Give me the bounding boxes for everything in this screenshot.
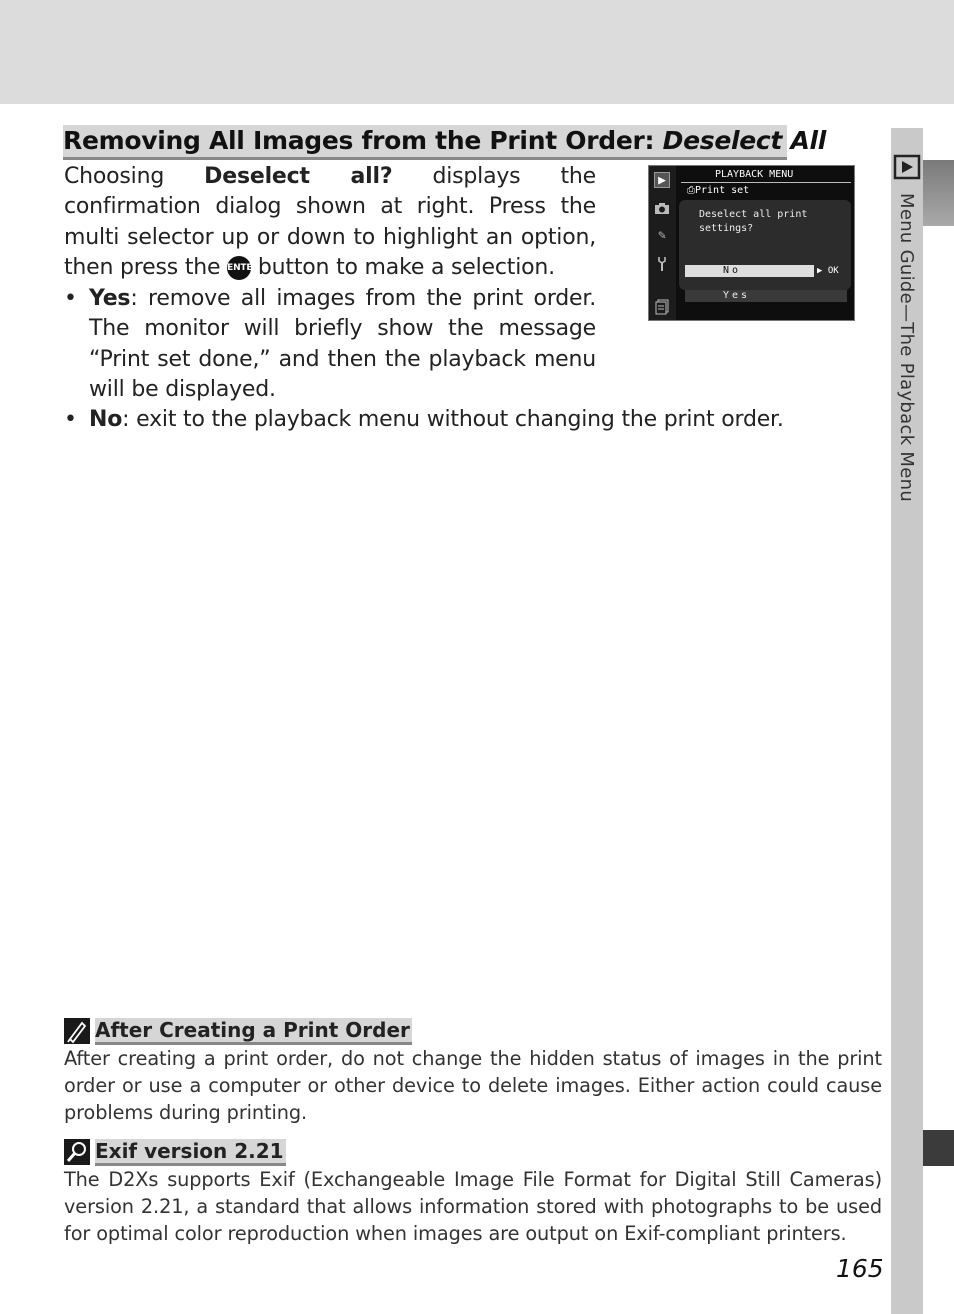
menu-title-divider [681, 182, 851, 183]
pencil-icon: ✎ [658, 228, 666, 243]
note-body: After creating a print order, do not change the hidden status of images in the print order or use a computer or other device to delete images. Either action could cause problems during printing. [64, 1047, 882, 1124]
dialog-prompt-line1: Deselect all print [699, 209, 808, 220]
note-title: Exif version 2.21 [95, 1139, 286, 1166]
page-number: 165 [836, 1254, 884, 1283]
side-tab-marker [923, 160, 954, 226]
option-no [685, 265, 814, 277]
magnifier-note-icon [64, 1139, 90, 1165]
dialog-prompt-line2: settings? [699, 223, 754, 234]
menu-title: PLAYBACK MENU [715, 169, 794, 180]
print-set-icon: ⎙ [687, 185, 695, 196]
pencil-note-icon [64, 1018, 90, 1044]
section-title [63, 125, 827, 160]
ok-hint: ▶ OK [817, 266, 839, 276]
bullet-yes [64, 284, 596, 405]
camera-monitor-screenshot [648, 165, 855, 321]
playback-icon: ▶ [654, 172, 670, 188]
option-no-label: No [723, 265, 742, 276]
side-tab-marker-dark [923, 1130, 954, 1166]
camera-icon [654, 200, 670, 216]
intro-bold: Deselect all? [204, 164, 393, 189]
bullet-no-label: No [89, 407, 123, 432]
submenu-title [687, 185, 749, 196]
option-yes-label: Yes [723, 290, 751, 301]
intro-text-2: displays the confirmation dialog shown at right. Press the multi selector up or down to highlight an option, then press the [64, 164, 596, 280]
bullet-dot: • [64, 286, 77, 311]
header-band [0, 0, 954, 104]
playback-icon [893, 153, 921, 181]
bullet-no [64, 405, 824, 435]
section-title-italic: Deselect All [662, 126, 827, 155]
bullet-yes-text: : remove all images from the print order. The monitor will briefly show the message “Print set done,” and then the playback menu will be displayed. [89, 286, 596, 402]
option-yes [685, 290, 847, 302]
wrench-icon [654, 256, 670, 272]
intro-paragraph [64, 162, 596, 283]
bullet-dot: • [64, 407, 77, 432]
recent-settings-icon [654, 299, 670, 315]
section-title-main: Removing All Images from the Print Order: [63, 126, 663, 155]
note-body: The D2Xs supports Exif (Exchangeable Image File Format for Digital Still Cameras) version 2.21, a standard that allows information stored with photographs to be used for optimal color reproduction when images are output on Exif-compliant printers. [64, 1168, 882, 1245]
enter-button-icon: ENTER [227, 256, 251, 280]
intro-text-3: button to make a selection. [251, 254, 555, 280]
side-tab-label: Menu Guide—The Playback Menu [896, 193, 917, 503]
bullet-yes-label: Yes [89, 286, 131, 311]
submenu-label: Print set [695, 185, 750, 196]
bullet-no-text: : exit to the playback menu without changing the print order. [122, 407, 784, 432]
note-title: After Creating a Print Order [95, 1018, 412, 1045]
intro-text-1: Choosing [64, 164, 205, 189]
